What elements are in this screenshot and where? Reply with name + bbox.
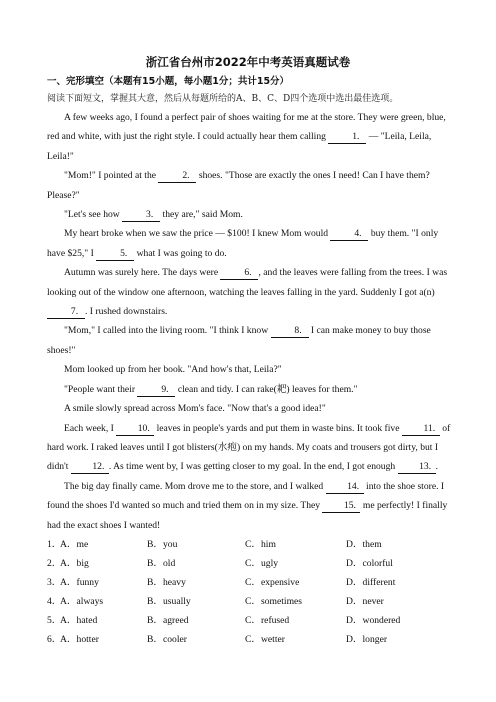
passage-text: they are," said Mom. xyxy=(160,209,243,221)
answer-option[interactable]: D．them xyxy=(346,539,382,550)
answer-option[interactable]: D．never xyxy=(346,596,384,607)
passage-paragraph xyxy=(47,419,455,477)
passage-paragraph xyxy=(47,224,455,263)
passage-text: clean and tidy. I can rake(耙) leaves for them." xyxy=(175,383,358,395)
question-row xyxy=(47,536,467,555)
answer-option[interactable]: A．me xyxy=(60,539,89,550)
passage-text: Autumn was surely here. The days were xyxy=(64,267,221,279)
answer-option[interactable]: C．ugly xyxy=(245,558,279,569)
passage-text: . I rushed downstairs. xyxy=(85,306,168,318)
answer-option[interactable]: A．hated xyxy=(60,615,98,626)
passage-text: A few weeks ago, I found a perfect pair of shoes waiting for me at the store. They were green, blue, red and white, with just the right style. I could actually hear them calling xyxy=(47,112,446,143)
passage-text: — "Leila, Leila, Leila!" xyxy=(47,131,432,162)
answer-option[interactable]: A．funny xyxy=(60,577,99,588)
answer-blank[interactable]: 7. xyxy=(47,306,85,319)
question-row xyxy=(47,612,467,631)
answer-blank[interactable]: 6. xyxy=(220,267,258,280)
passage-text: A smile slowly spread across Mom's face. "Now that's a good idea!" xyxy=(64,403,326,415)
passage-text: shoes. "Those are exactly the ones I need! Can I have them? Please?" xyxy=(47,170,430,201)
page-title: 浙江省台州市2022年中考英语真题试卷 xyxy=(145,55,351,69)
passage-paragraph xyxy=(47,205,455,224)
answer-option[interactable]: C．him xyxy=(245,539,276,550)
passage-paragraph xyxy=(47,399,455,418)
answer-option[interactable]: C．expensive xyxy=(245,577,300,588)
passage-text: buy them. "I only have $25," I xyxy=(47,228,439,259)
passage-paragraph xyxy=(47,477,455,535)
passage-text: My heart broke when we saw the price — $100! I knew Mom would xyxy=(64,228,331,240)
answer-option[interactable]: D．colorful xyxy=(346,558,393,569)
answer-blank[interactable]: 13. xyxy=(398,461,436,474)
answer-blank[interactable]: 5. xyxy=(96,248,134,261)
passage-text: of hard work. I raked leaves until I got blisters(水疱) on my hands. My coats and trousers got dirty, but I didn't xyxy=(47,422,451,473)
answer-option[interactable]: A．always xyxy=(60,596,104,607)
passage-text: leaves in people's yards and put them in waste bins. It took five xyxy=(154,422,402,434)
answer-blank[interactable]: 3. xyxy=(122,209,160,222)
question-row xyxy=(47,593,467,612)
passage-text: The big day finally came. Mom drove me to the store, and I walked xyxy=(64,480,326,492)
passage-text: me perfectly! I finally had the exact shoes I wanted! xyxy=(47,500,448,531)
answer-blank[interactable]: 2. xyxy=(158,170,196,183)
answer-option[interactable]: B．you xyxy=(147,539,178,550)
answer-option[interactable]: B．heavy xyxy=(147,577,186,588)
passage-paragraph xyxy=(47,263,455,321)
question-row xyxy=(47,631,467,650)
section-heading: 一、完形填空（本题有15小题，每小题1分；共计15分） xyxy=(47,76,290,87)
answer-option[interactable]: B．usually xyxy=(147,596,191,607)
passage-text: , and the leaves were falling from the trees. I was looking out of the window one afternoon, watching the leaves falling in the yard. Suddenly I got a(n) xyxy=(47,267,448,298)
answer-option[interactable]: B．agreed xyxy=(147,615,189,626)
answer-option[interactable]: D．wondered xyxy=(346,615,401,626)
answer-option[interactable]: C．sometimes xyxy=(245,596,303,607)
answer-blank[interactable]: 8. xyxy=(271,325,309,338)
answer-option[interactable]: B．cooler xyxy=(147,634,187,645)
question-number: 4． xyxy=(47,596,62,607)
passage-text: what I was going to do. xyxy=(134,247,227,259)
cloze-passage xyxy=(47,108,455,535)
answer-options xyxy=(47,536,467,650)
passage-paragraph xyxy=(47,166,455,205)
answer-blank[interactable]: 4. xyxy=(330,228,368,241)
answer-option[interactable]: D．longer xyxy=(346,634,388,645)
answer-option[interactable]: A．hotter xyxy=(60,634,99,645)
question-number: 5． xyxy=(47,615,62,626)
passage-text: I can make money to buy those shoes!" xyxy=(47,325,431,356)
passage-text: "Mom!" I pointed at the xyxy=(64,170,159,182)
passage-text: into the shoe store. I found the shoes I'd wanted so much and tried them on in my size. They xyxy=(47,480,445,512)
question-number: 3． xyxy=(47,577,62,588)
answer-option[interactable]: C．refused xyxy=(245,615,290,626)
question-number: 1． xyxy=(47,539,62,550)
answer-option[interactable]: D．different xyxy=(346,577,396,588)
answer-option[interactable]: C．wetter xyxy=(245,634,285,645)
answer-blank[interactable]: 9. xyxy=(137,384,175,397)
passage-paragraph xyxy=(47,321,455,360)
answer-blank[interactable]: 12. xyxy=(71,461,109,474)
passage-paragraph xyxy=(47,380,455,399)
passage-text: "Mom," I called into the living room. "I think I know xyxy=(64,325,271,337)
answer-blank[interactable]: 11. xyxy=(402,423,440,436)
passage-text: "Let's see how xyxy=(64,209,123,221)
question-row xyxy=(47,574,467,593)
passage-text: Mom looked up from her book. "And how's that, Leila?" xyxy=(64,364,282,376)
instructions: 阅读下面短文，掌握其大意，然后从每题所给的A、B、C、D四个选项中选出最佳选项。 xyxy=(47,94,399,104)
answer-option[interactable]: A．big xyxy=(60,558,89,569)
passage-text: . As time went by, I was getting closer to my goal. In the end, I got enough xyxy=(108,461,398,473)
question-row xyxy=(47,555,467,574)
answer-blank[interactable]: 1. xyxy=(328,131,366,144)
answer-blank[interactable]: 15. xyxy=(322,500,360,513)
answer-blank[interactable]: 10. xyxy=(116,423,154,436)
answer-option[interactable]: B．old xyxy=(147,558,176,569)
passage-text: . xyxy=(435,461,439,473)
question-number: 6． xyxy=(47,634,62,645)
passage-paragraph xyxy=(47,108,455,166)
passage-paragraph xyxy=(47,360,455,379)
answer-blank[interactable]: 14. xyxy=(326,481,364,494)
passage-text: Each week, I xyxy=(64,422,117,434)
question-number: 2． xyxy=(47,558,62,569)
passage-text: "People want their xyxy=(64,383,138,395)
